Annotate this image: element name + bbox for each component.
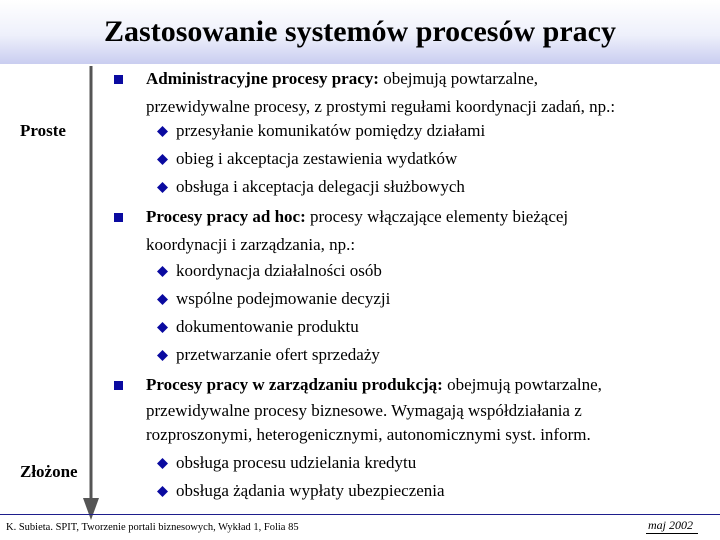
item-2-text-1: procesy włączające elementy bieżącej <box>305 207 569 226</box>
item-1-line-2: przewidywalne procesy, z prostymi regułami koordynacji zadań, np.: <box>146 97 616 116</box>
diamond-bullet-icon <box>157 126 168 137</box>
item-3-line-3: rozproszonymi, heterogenicznymi, autonomicznymi syst. inform. <box>146 425 591 444</box>
item-1-sub-2: obieg i akceptacja zestawienia wydatków <box>176 149 458 168</box>
item-2-sub-1: koordynacja działalności osób <box>176 261 382 280</box>
footer-date-underline <box>646 533 698 534</box>
footer-credit: K. Subieta. SPIT, Tworzenie portali biznesowych, Wykład 1, Folia 85 <box>6 522 299 533</box>
item-2-sub-4: przetwarzanie ofert sprzedaży <box>176 345 380 364</box>
complexity-arrow <box>82 66 100 522</box>
diamond-bullet-icon <box>157 182 168 193</box>
item-1-sub-3: obsługa i akceptacja delegacji służbowych <box>176 177 465 196</box>
bullet-square-icon <box>114 213 123 222</box>
diamond-bullet-icon <box>157 458 168 469</box>
item-1-bold: Administracyjne procesy pracy: <box>146 69 379 88</box>
side-label-simple: Proste <box>20 121 66 140</box>
item-3-line-2: przewidywalne procesy biznesowe. Wymagają współdziałania z <box>146 401 582 420</box>
item-2-sub-3: dokumentowanie produktu <box>176 317 359 336</box>
diamond-bullet-icon <box>157 266 168 277</box>
item-1-text-1: obejmują powtarzalne, <box>378 69 539 88</box>
bullet-square-icon <box>114 381 123 390</box>
item-1-sub-1: przesyłanie komunikatów pomiędzy działami <box>176 121 486 140</box>
footer-date: maj 2002 <box>648 518 693 532</box>
diamond-bullet-icon <box>157 322 168 333</box>
side-label-complex: Złożone <box>20 462 78 481</box>
diamond-bullet-icon <box>157 294 168 305</box>
item-2-bold: Procesy pracy ad hoc: <box>146 207 306 226</box>
slide-title: Zastosowanie systemów procesów pracy <box>104 15 616 48</box>
item-3-line-1 <box>146 374 602 396</box>
item-2-line-2: koordynacji i zarządzania, np.: <box>146 235 356 254</box>
footer-divider <box>0 514 720 515</box>
item-3-text-1: obejmują powtarzalne, <box>442 375 602 394</box>
bullet-square-icon <box>114 75 123 84</box>
diamond-bullet-icon <box>157 350 168 361</box>
diamond-bullet-icon <box>157 486 168 497</box>
item-3-sub-2: obsługa żądania wypłaty ubezpieczenia <box>176 481 445 500</box>
item-2-line-1 <box>146 206 568 228</box>
item-2-sub-2: wspólne podejmowanie decyzji <box>176 289 391 308</box>
item-1-line-1 <box>146 68 538 90</box>
item-3-bold: Procesy pracy w zarządzaniu produkcją: <box>146 375 443 394</box>
diamond-bullet-icon <box>157 154 168 165</box>
item-3-sub-1: obsługa procesu udzielania kredytu <box>176 453 417 472</box>
